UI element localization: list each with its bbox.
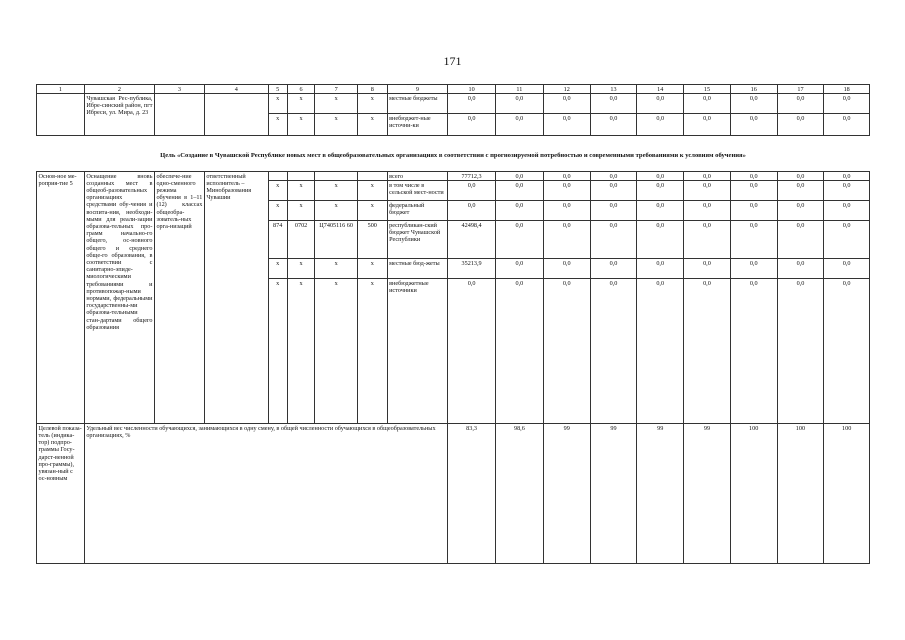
header-cell-14: 14: [637, 85, 684, 94]
goal-heading: Цель «Создание в Чувашской Республике новых мест в общеобразовательных организациях в соответствии с прогнозируемой потребностью и современными требованиями к условиям обучения»: [160, 152, 746, 159]
value-cell: 0,0: [448, 181, 496, 201]
value-cell: 0,0: [590, 114, 637, 136]
value-cell: 35213,9: [448, 259, 496, 279]
value-cell: 0,0: [777, 201, 824, 221]
value-cell: 0,0: [543, 259, 590, 279]
cell-csr: х: [315, 259, 358, 279]
value-cell: 0,0: [777, 181, 824, 201]
table-row: [37, 172, 870, 181]
header-cell-11: 11: [496, 85, 544, 94]
cell-grbs: [268, 172, 287, 181]
value-cell: 0,0: [684, 201, 731, 221]
header-cell-2: 2: [84, 85, 154, 94]
indicator-value: 100: [730, 424, 777, 564]
value-cell: 0,0: [590, 279, 637, 424]
cell-rzpr: х: [287, 114, 315, 136]
indicator-value: 98,6: [496, 424, 544, 564]
indicator-value: 100: [777, 424, 824, 564]
value-cell: 0,0: [684, 279, 731, 424]
indicator-value: 83,3: [448, 424, 496, 564]
cell-csr: х: [315, 181, 358, 201]
responsible-executor: ответственный исполнитель – Минобразования Чувашии: [204, 172, 268, 424]
value-cell: 0,0: [824, 114, 870, 136]
value-cell: 0,0: [824, 259, 870, 279]
activity-goal: обеспече-ние одно-сменного режима обучения в 1–11 (12) классах общеобра-зователь-ных орга-низаций: [154, 172, 204, 424]
header-cell-1: 1: [37, 85, 85, 94]
value-cell: 0,0: [590, 259, 637, 279]
cell-csr: х: [315, 94, 358, 114]
cell-vr: х: [357, 279, 387, 424]
cell-rzpr: х: [287, 94, 315, 114]
value-cell: 0,0: [730, 172, 777, 181]
indicator-description: Удельный вес численности обучающихся, занимающихся в одну смену, в общей численности обучающихся в общеобразовательных организациях, %: [84, 424, 447, 564]
value-cell: 0,0: [777, 259, 824, 279]
header-cell-16: 16: [730, 85, 777, 94]
value-cell: 0,0: [496, 259, 544, 279]
funding-source: федеральный бюджет: [387, 201, 448, 221]
value-cell: 0,0: [496, 94, 544, 114]
value-cell: 0,0: [730, 114, 777, 136]
header-row: [37, 85, 870, 94]
value-cell: 0,0: [730, 279, 777, 424]
cell-rzpr: 0702: [287, 221, 315, 259]
value-cell: 0,0: [824, 221, 870, 259]
cell-grbs: х: [268, 279, 287, 424]
cell-grbs: 874: [268, 221, 287, 259]
indicator-value: 99: [543, 424, 590, 564]
value-cell: 0,0: [637, 114, 684, 136]
header-cell-13: 13: [590, 85, 637, 94]
value-cell: 0,0: [590, 221, 637, 259]
header-cell-18: 18: [824, 85, 870, 94]
value-cell: 0,0: [448, 94, 496, 114]
value-cell: 0,0: [543, 172, 590, 181]
funding-source: внебюджетные источники: [387, 279, 448, 424]
value-cell: 0,0: [590, 172, 637, 181]
cell-rzpr: х: [287, 181, 315, 201]
header-cell-15: 15: [684, 85, 731, 94]
value-cell: 0,0: [637, 221, 684, 259]
value-cell: 0,0: [496, 221, 544, 259]
funding-source: республикан-ский бюджет Чувашской Республики: [387, 221, 448, 259]
value-cell: 0,0: [637, 201, 684, 221]
indicator-value: 99: [590, 424, 637, 564]
cell-grbs: х: [268, 259, 287, 279]
value-cell: 0,0: [684, 221, 731, 259]
cell-csr: [315, 172, 358, 181]
value-cell: 0,0: [543, 94, 590, 114]
header-cell-5: 5: [268, 85, 287, 94]
funding-source: местные бюд-жеты: [387, 259, 448, 279]
value-cell: 0,0: [730, 181, 777, 201]
value-cell: 0,0: [448, 201, 496, 221]
cell-csr: х: [315, 114, 358, 136]
organization-address: Чувашская Рес-публика, Ибре-синский район, пгт Ибреси, ул. Мира, д. 23: [84, 94, 154, 136]
indicator-value: 99: [637, 424, 684, 564]
value-cell: 0,0: [777, 94, 824, 114]
funding-source: всего: [387, 172, 448, 181]
cell-vr: 500: [357, 221, 387, 259]
value-cell: 0,0: [730, 221, 777, 259]
header-cell-8: 8: [357, 85, 387, 94]
value-cell: 0,0: [777, 172, 824, 181]
cell-col1: [37, 94, 85, 136]
cell-vr: х: [357, 114, 387, 136]
value-cell: 0,0: [637, 181, 684, 201]
indicator-value: 99: [684, 424, 731, 564]
cell-grbs: х: [268, 94, 287, 114]
indicator-row: [37, 424, 870, 564]
value-cell: 0,0: [637, 94, 684, 114]
cell-vr: х: [357, 201, 387, 221]
header-cell-17: 17: [777, 85, 824, 94]
value-cell: 0,0: [637, 279, 684, 424]
value-cell: 0,0: [824, 279, 870, 424]
value-cell: 0,0: [590, 181, 637, 201]
value-cell: 0,0: [543, 279, 590, 424]
funding-source: в том числе в сельской мест-ности: [387, 181, 448, 201]
cell-grbs: х: [268, 201, 287, 221]
page-number: 171: [443, 54, 462, 68]
cell-rzpr: х: [287, 259, 315, 279]
value-cell: 0,0: [543, 201, 590, 221]
value-cell: 0,0: [777, 221, 824, 259]
cell-vr: [357, 172, 387, 181]
budget-table-main: [36, 171, 870, 564]
budget-table-top: [36, 84, 870, 136]
value-cell: 0,0: [496, 181, 544, 201]
value-cell: 0,0: [730, 94, 777, 114]
table-row: [37, 94, 870, 114]
value-cell: 0,0: [637, 259, 684, 279]
header-cell-12: 12: [543, 85, 590, 94]
cell-rzpr: х: [287, 279, 315, 424]
cell-csr: Ц7405116 60: [315, 221, 358, 259]
cell-rzpr: [287, 172, 315, 181]
value-cell: 77712,3: [448, 172, 496, 181]
value-cell: 0,0: [824, 172, 870, 181]
value-cell: 0,0: [684, 181, 731, 201]
value-cell: 42498,4: [448, 221, 496, 259]
cell-vr: х: [357, 94, 387, 114]
header-cell-7: 7: [315, 85, 358, 94]
value-cell: 0,0: [543, 221, 590, 259]
cell-vr: х: [357, 181, 387, 201]
value-cell: 0,0: [496, 279, 544, 424]
value-cell: 0,0: [496, 114, 544, 136]
value-cell: 0,0: [590, 94, 637, 114]
header-cell-6: 6: [287, 85, 315, 94]
funding-source: местные бюджеты: [387, 94, 448, 114]
header-cell-4: 4: [204, 85, 268, 94]
value-cell: 0,0: [684, 94, 731, 114]
indicator-label: Целевой показа-тель (индика-тор) подпро-граммы Госу-дарст-венной про-граммы), увязан-ный с ос-новным: [37, 424, 85, 564]
indicator-value: 100: [824, 424, 870, 564]
value-cell: 0,0: [824, 181, 870, 201]
activity-description: Оснащение вновь созданных мест в общеоб-разовательных организациях средствами обу-чения и воспита-ния, необходи-мыми для реали-зации образова-тельных про-грамм начально-го общего, ос-новного общего и среднего обще-го образования, в соответствии с санитарно-эпиде-миологическими требованиями и противопожар-ными нормами, федеральными государственны-ми образова-тельными стан-дартами общего образования: [84, 172, 154, 424]
value-cell: 0,0: [637, 172, 684, 181]
cell-col4: [204, 94, 268, 136]
value-cell: 0,0: [448, 279, 496, 424]
value-cell: 0,0: [448, 114, 496, 136]
value-cell: 0,0: [777, 114, 824, 136]
cell-vr: х: [357, 259, 387, 279]
cell-csr: х: [315, 201, 358, 221]
header-cell-9: 9: [387, 85, 448, 94]
cell-col3: [154, 94, 204, 136]
value-cell: 0,0: [730, 201, 777, 221]
value-cell: 0,0: [824, 94, 870, 114]
value-cell: 0,0: [684, 172, 731, 181]
value-cell: 0,0: [496, 172, 544, 181]
value-cell: 0,0: [684, 259, 731, 279]
cell-rzpr: х: [287, 201, 315, 221]
value-cell: 0,0: [496, 201, 544, 221]
value-cell: 0,0: [684, 114, 731, 136]
cell-grbs: х: [268, 181, 287, 201]
header-cell-3: 3: [154, 85, 204, 94]
header-cell-10: 10: [448, 85, 496, 94]
cell-csr: х: [315, 279, 358, 424]
value-cell: 0,0: [590, 201, 637, 221]
activity-label: Основ-ное ме-роприя-тие 5: [37, 172, 85, 424]
value-cell: 0,0: [730, 259, 777, 279]
value-cell: 0,0: [777, 279, 824, 424]
funding-source: внебюджет-ные источни-ки: [387, 114, 448, 136]
cell-grbs: х: [268, 114, 287, 136]
value-cell: 0,0: [824, 201, 870, 221]
value-cell: 0,0: [543, 181, 590, 201]
value-cell: 0,0: [543, 114, 590, 136]
